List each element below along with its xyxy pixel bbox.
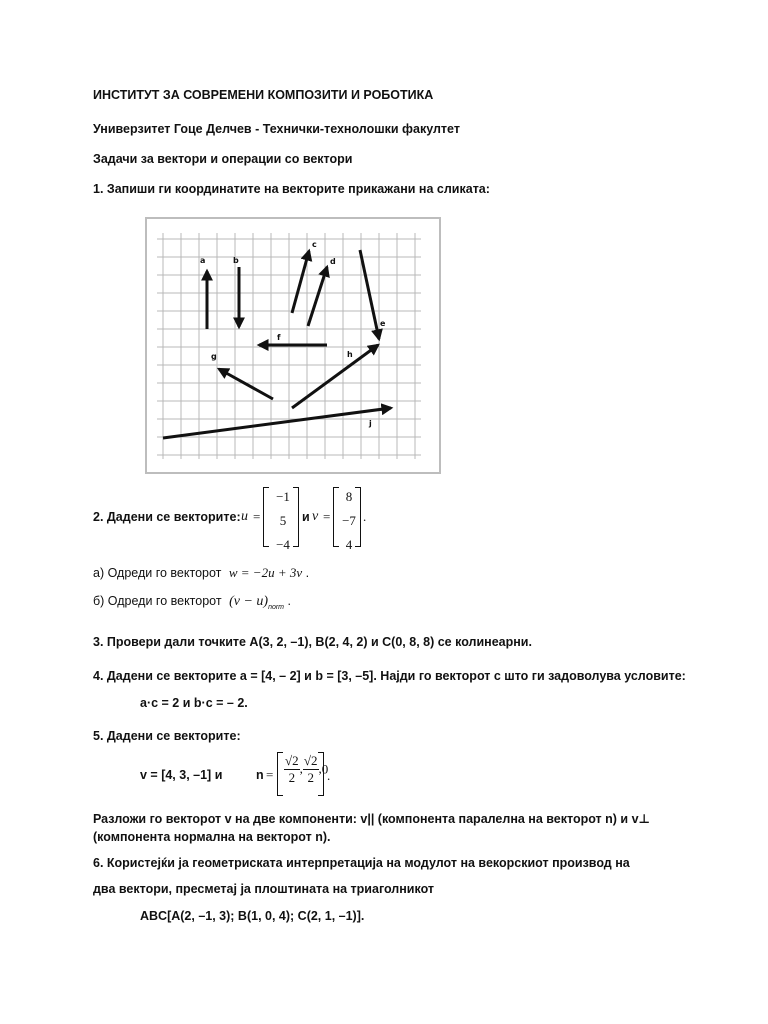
n-component-2 (303, 753, 319, 786)
label-c: c (312, 240, 317, 249)
u-name: u (241, 509, 248, 524)
problem-2b-expression: (v − u) (229, 594, 269, 609)
problem-2b (93, 594, 291, 611)
u-bracket-left (263, 487, 269, 547)
problem-5-text-1: Разложи го векторот v на две компоненти: v|| (компонента паралелна на векторот n) и v⊥ (93, 812, 650, 826)
v-component-3: 4 (345, 537, 353, 552)
n-equals: = (266, 767, 274, 782)
institute-title: ИНСТИТУТ ЗА СОВРЕМЕНИ КОМПОЗИТИ И РОБОТИКА (93, 88, 434, 102)
n-bracket-left (277, 752, 283, 796)
problem-4-text: 4. Дадени се векторите a = [4, – 2] и b = [3, –5]. Најди го векторот c што ги задоволува условите: (93, 669, 686, 683)
problem-4-condition: a·c = 2 и b·c = – 2. (140, 696, 248, 710)
label-j: j (369, 419, 372, 428)
v-component-2: −7 (342, 513, 356, 528)
n-name: n (256, 768, 264, 782)
label-e: e (380, 319, 386, 328)
topic-title: Задачи за вектори и операции со вектори (93, 152, 353, 166)
university-title: Универзитет Гоце Делчев - Технички-технолошки факултет (93, 122, 460, 136)
problem-2a-text: а) Одреди го векторот (93, 566, 222, 580)
n-component-1 (284, 753, 300, 786)
problem-3-text: 3. Провери дали точките A(3, 2, –1), B(2, 4, 2) и C(0, 8, 8) се колинеарни. (93, 635, 532, 649)
n-components: $\frac{√2}{2}$ , $\frac{√2}{2}$ ,0 (285, 753, 329, 785)
n-component-2-den: 2 (307, 770, 314, 785)
problem-2a-expression: w = −2u + 3v (228, 565, 303, 580)
vector-e (360, 250, 379, 339)
label-d: d (330, 257, 336, 266)
vector-g (219, 369, 273, 399)
problem-6-text-2: два вектори, пресметај ја плоштината на триаголникот (93, 882, 435, 896)
problem-5-text-2: (компонента нормална на векторот n). (93, 830, 331, 844)
u-equals: = (253, 509, 261, 524)
label-h: h (347, 350, 353, 359)
vector-grid-figure (145, 217, 441, 474)
label-a: a (200, 256, 206, 265)
v-bracket-right (355, 487, 361, 547)
u-component-1: −1 (276, 489, 290, 504)
problem-5-end: . (327, 768, 331, 783)
label-f: f (277, 333, 281, 342)
vector-j (163, 408, 391, 438)
vector-c (292, 251, 309, 313)
problem-2b-end: . (287, 594, 291, 608)
and-word: и (302, 510, 310, 524)
vector-h (292, 345, 378, 408)
u-component-3: −4 (276, 537, 290, 552)
v-name: v (312, 509, 319, 524)
n-bracket-right (318, 752, 324, 796)
problem-5-intro: 5. Дадени се векторите: (93, 729, 241, 743)
label-g: g (211, 352, 217, 361)
problem-2-intro: 2. Дадени се векторите: (93, 510, 241, 524)
n-component-3: 0 (321, 761, 329, 777)
problem-2b-subscript: norm (268, 604, 285, 611)
problem-2a (93, 565, 309, 581)
v-equals: = (323, 509, 331, 524)
v-component-1: 8 (345, 489, 353, 504)
problem-6-text-1: 6. Користејќи ја геометриската интерпретација на модулот на векорскиот производ на (93, 856, 630, 870)
u-component-2: 5 (279, 513, 287, 528)
vector-grid-svg (147, 219, 439, 472)
n-component-2-num: √2 (303, 753, 318, 768)
problem-2a-end: . (305, 566, 310, 580)
problem-2b-text: б) Одреди го векторот (93, 594, 222, 608)
problem-6-points: ABC[A(2, –1, 3); B(1, 0, 4); C(2, 1, –1)]. (140, 909, 365, 923)
problem-2-dot: . (363, 509, 367, 524)
n-component-1-num: √2 (285, 753, 299, 768)
vector-d (308, 267, 327, 326)
label-b: b (233, 256, 239, 265)
n-component-1-den: 2 (288, 770, 296, 785)
problem-1-text: 1. Запиши ги координатите на векторите прикажани на сликата: (93, 182, 490, 196)
u-bracket-right (293, 487, 299, 547)
problem-5-v-definition: v = [4, 3, –1] и (140, 768, 223, 782)
